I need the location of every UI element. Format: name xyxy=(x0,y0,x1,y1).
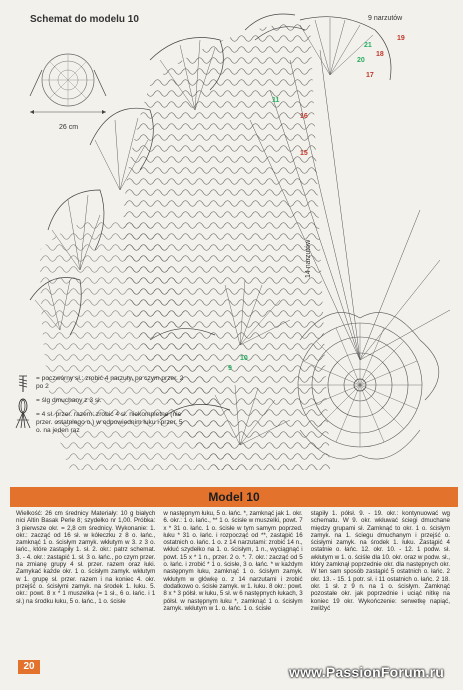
overview-doily xyxy=(30,54,106,114)
legend-text: = ślg dmuchany z 3 sł. xyxy=(36,397,102,404)
round-number-10: 10 xyxy=(240,355,248,362)
diameter-label: 26 cm xyxy=(59,124,79,131)
model-title-band xyxy=(10,487,458,507)
watermark: www.PassionForum.ru xyxy=(289,664,444,680)
legend-row xyxy=(14,411,184,435)
round-number-17: 17 xyxy=(366,72,374,79)
four-dc-together-icon xyxy=(14,411,32,429)
rounds-count-top: 9 narzutów xyxy=(368,15,403,22)
schema-title: Schemat do modelu 10 xyxy=(30,14,139,25)
round-number-9: 9 xyxy=(228,365,232,372)
stitch-legend xyxy=(14,375,184,441)
instructions-column-2: w następnym łuku, 5 o. łańc. *, zamknąć jak 1. okr. 6. okr.: 1 o. łańc., ** 1 o. ścisłe w muszelki, powt. 7 x * 31 o. łańc. 1 o. ścisłe w tym samym poprzed. łuku * 31 o. łańc. i rozpocząć od **, zastąpić 16 ostatnich o. łańc. 1 o. z 14 narzutami: zrobić 14 n., wkłuć szydełko na 1. o. ścisłym, 1 n., wyciągnąć i powt. 15 x * 1 n., przer. 2 o. *. 7. okr.: zacząć od 5 o. łańc. i zrobić * 1 o. ścisłe, 3 o. łańc. * w każdym następnym łuku, zamknąć 1 o. ścisłym zamyk. wkłutym w główkę o. z 14 narzutami i zrobić dodatkowo o. ścisłe zamyk. w 1. łuku. 8 okr.: powt. 8 x * 3 półsł. w łuku, 5 sł. w 6 następnych łukach, 3 półsł. w następnym łuku *, zamknąć 1 o. ścisłym zamyk. wkłutym w 1. o. łańc. 1 o. ścisłe xyxy=(163,510,303,612)
round-number-21: 21 xyxy=(364,42,372,49)
instructions xyxy=(16,510,450,675)
round-number-11: 11 xyxy=(272,97,280,104)
round-number-19: 19 xyxy=(397,35,405,42)
model-title: Model 10 xyxy=(208,490,260,504)
page-number: 20 xyxy=(18,660,40,674)
round-number-20: 20 xyxy=(357,57,365,64)
four-dc-cluster-icon xyxy=(14,375,32,393)
legend-text: = poczwórny sł.: zrobić 4 narzuty, po czym przer. 2 po 2 xyxy=(36,375,184,390)
round-number-15: 15 xyxy=(300,150,308,157)
legend-row xyxy=(14,397,184,405)
legend-row xyxy=(14,375,184,391)
instructions-column-1: Wielkość: 26 cm średnicy Materiały: 10 g białych nici Altin Basak Perle 8; szydełko nr 1,00. Próbka: 3 pierwsze okr. = 2,8 cm średnicy. Wykonanie: 1. okr.: zacząć od 16 sł. w kółeczku z 8 o. łańc., zamknąć 1 o. ścisłym zamyk. wkłutym w 3. z 3 o. łańc., które zastąpiły 1. sł. 2. okr.: patrz schemat. 3. - 4. okr.: zastąpić 1. sł. 3 o. łańc., po czym przer. na zmianę grupy 4 sł. przer. razem oraz łuki. Zamykać każde okr. 1 o. ścisłym zamyk. wkłutym w 1. grupę sł. przer. razem i na koniec 4. okr. przejść o. ścisłymi zamyk. na środek 1. łuku. 5. okr.: powt. 8 x * 1 muszelka (= 1 sł., 6 o. łańc. i 1 sł.) na środku łuku, 5 o. łańc., 1 o. ścisłe xyxy=(16,510,156,605)
round-number-18: 18 xyxy=(376,51,384,58)
round-number-16: 16 xyxy=(300,113,308,120)
legend-text: = 4 sł. przer. razem: zrobić 4 sł. niekompletne (nie przer. ostatniego o.) w odpowiednim łuku i przer. 5 o. na jeden raz xyxy=(36,411,183,434)
instructions-column-3: stąpiły 1. półsł. 9. - 19. okr.: kontynuować wg schematu. W 9. okr. wkłuwać ściegi dmuchane między grupami sł. Zamknąć to okr. 1 o. ścisłym zamyk. na 1. ściegu dmuchanym i przejść o. ścisłymi zamyk. na środek 1. łuku. Zastąpić 4 ostatnie o. łańc. 12. okr. 10. - 12. 1 podw. sł. wkłutym w 1. o. ściśle dla 10. okr. oraz w podw. sł., który zamknął poprzednie okr. dla następnych okr. W ten sam sposób zastąpić 5 ostatnich o. łańc. 2 okr. 13. - 15. 1 potr. sł. i 11 ostatnich o. łańc. 2 18. okr. 1 sł. z 9 n. na 1 o. ścisłym. Zamknąć pozostałe okr. jak poprzednie i uciąć nitkę na koniec 19 okr. Wykończenie: serwetkę napiąć, zwilżyć xyxy=(310,510,450,612)
